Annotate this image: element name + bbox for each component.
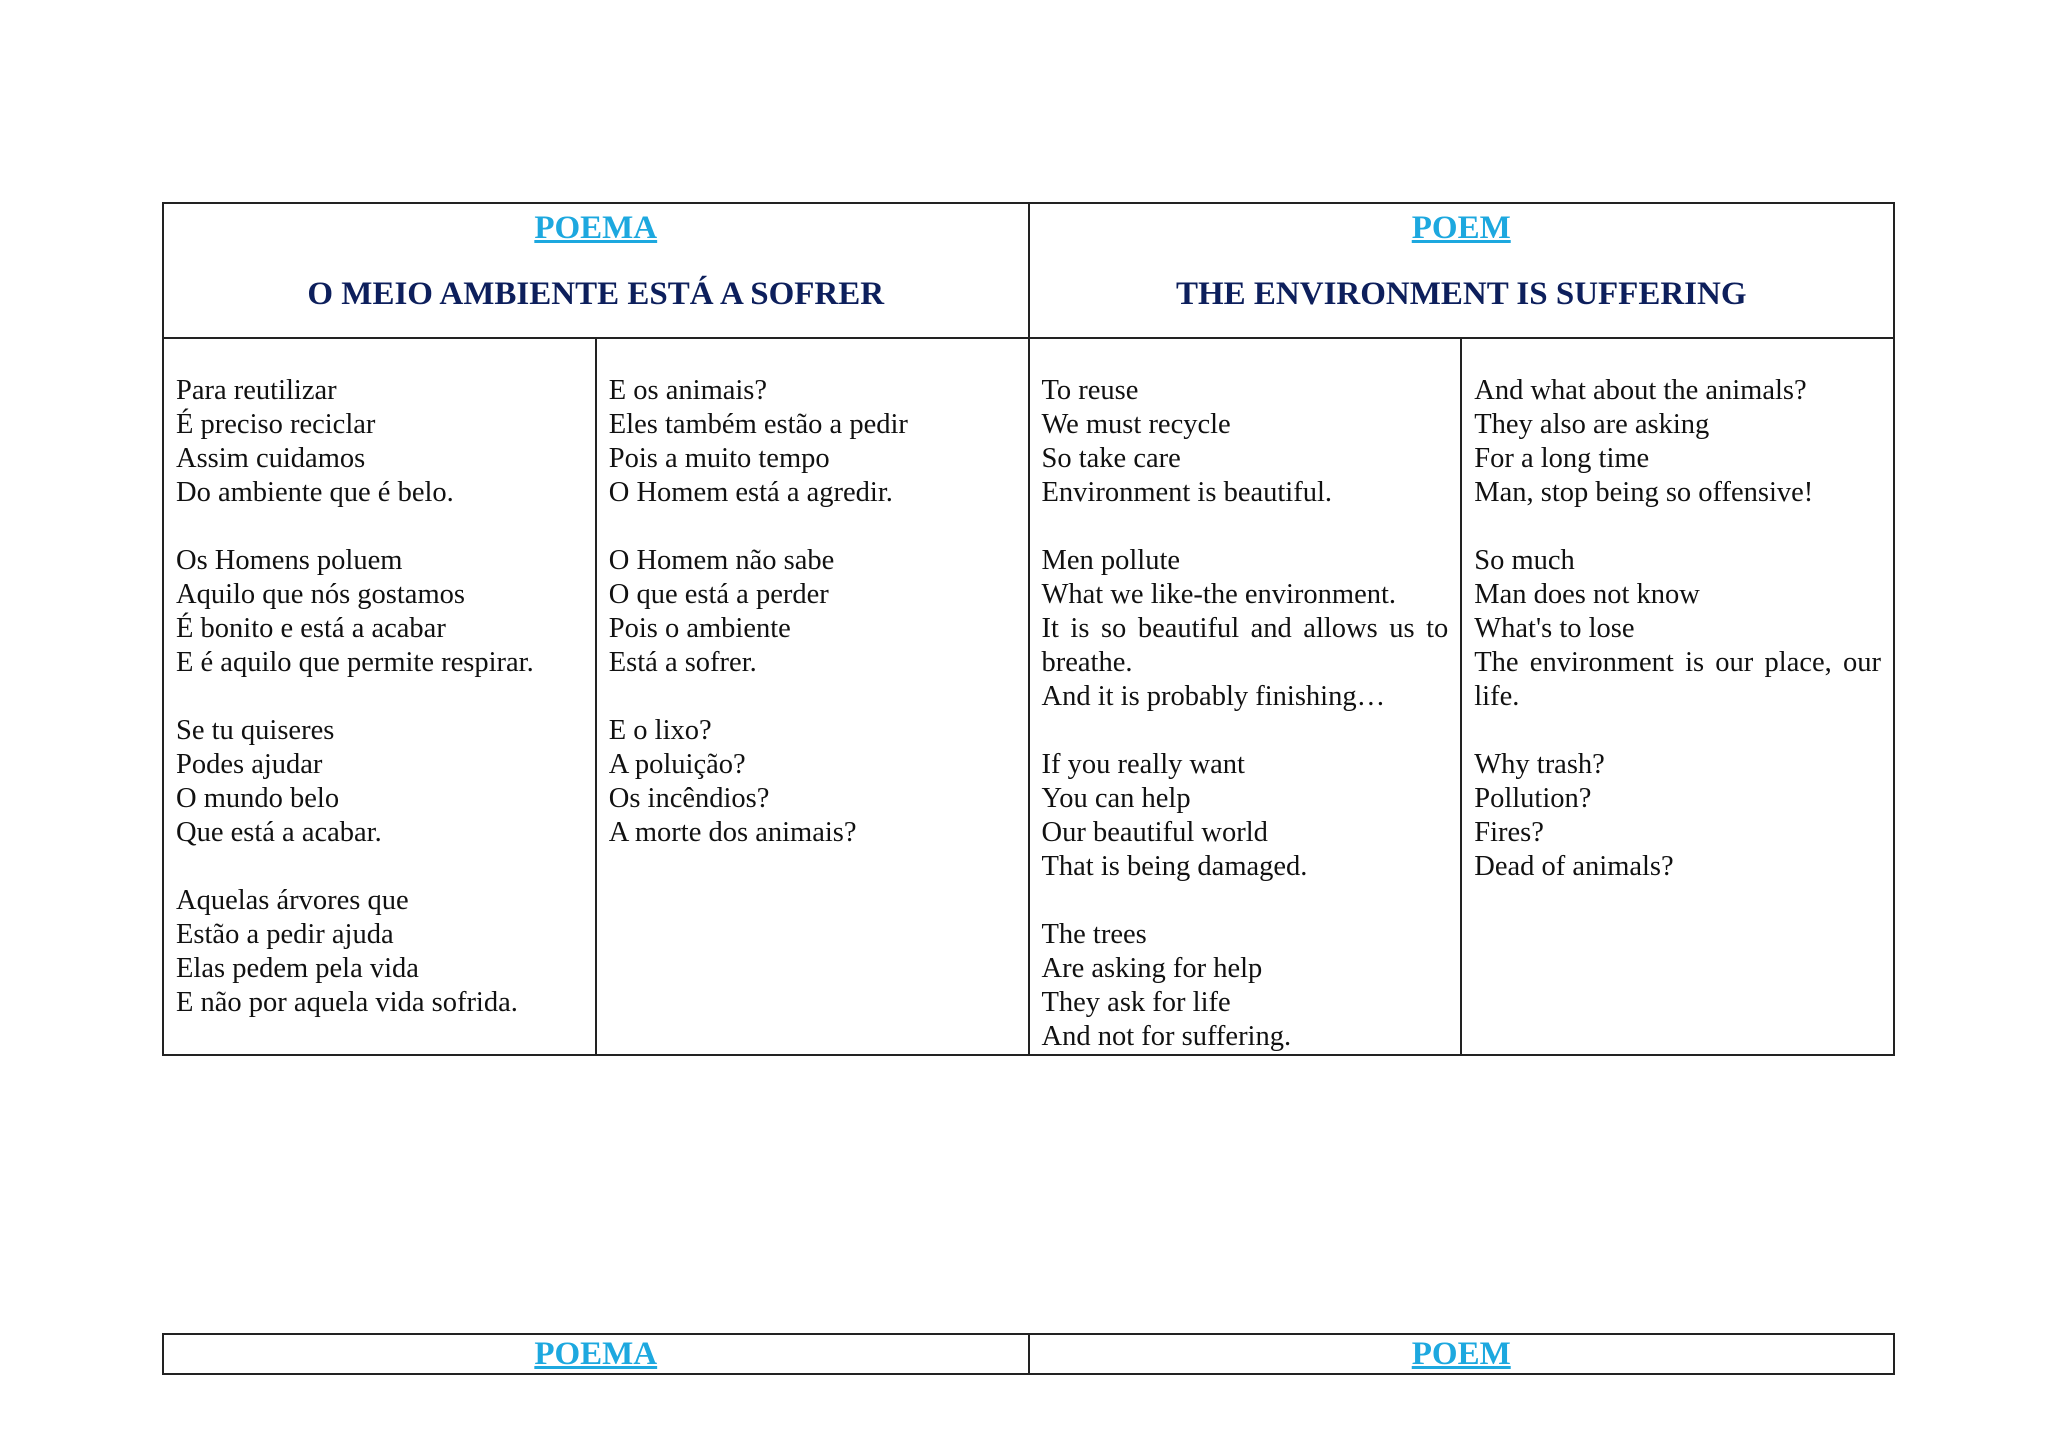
bottom-poem-link[interactable]: POEM xyxy=(1411,1336,1511,1372)
verse-line: Fires? xyxy=(1474,817,1544,848)
verse-line: They ask for life xyxy=(1041,987,1231,1018)
bottom-en-header-cell xyxy=(1029,1334,1895,1374)
verse-line: O que está a perder xyxy=(608,579,829,610)
verse-line: E é aquilo que permite respirar. xyxy=(176,647,534,678)
pt-poem-title: O MEIO AMBIENTE ESTÁ A SOFRER xyxy=(307,276,885,312)
verse-line: Our beautiful world xyxy=(1041,817,1268,848)
verse-line: Podes ajudar xyxy=(176,749,323,780)
verse-line: Está a sofrer. xyxy=(608,647,757,678)
verse-line: Pois a muito tempo xyxy=(608,443,830,474)
stanza xyxy=(1042,544,1449,714)
stanza xyxy=(176,884,583,1020)
stanza xyxy=(176,544,583,680)
stanza xyxy=(609,544,1016,680)
verse-line: And not for suffering. xyxy=(1041,1021,1292,1052)
verse-line: They also are asking xyxy=(1474,409,1710,440)
verse-line: É bonito e está a acabar xyxy=(176,613,446,644)
verse-line: Estão a pedir ajuda xyxy=(176,919,394,950)
en-column-2 xyxy=(1461,338,1894,1055)
pt-column-2 xyxy=(596,338,1029,1055)
verse-line: Are asking for help xyxy=(1041,953,1263,984)
poema-link[interactable]: POEMA xyxy=(534,210,658,246)
verse-line: Aquelas árvores que xyxy=(176,885,409,916)
stanza xyxy=(609,714,1016,850)
stanza xyxy=(1042,918,1449,1054)
verse-line: The environment is our place, our life. xyxy=(1474,647,1881,712)
verse-line: That is being damaged. xyxy=(1041,851,1308,882)
verse-line: If you really want xyxy=(1041,749,1245,780)
verse-line: Environment is beautiful. xyxy=(1041,477,1332,508)
bottom-poema-link[interactable]: POEMA xyxy=(534,1336,658,1372)
en-header-cell xyxy=(1029,203,1895,338)
verse-line: Eles também estão a pedir xyxy=(608,409,908,440)
verse-line: É preciso reciclar xyxy=(176,409,376,440)
verse-line: O Homem está a agredir. xyxy=(608,477,893,508)
pt-column-1 xyxy=(163,338,596,1055)
verse-line: Pollution? xyxy=(1474,783,1592,814)
verse-line: We must recycle xyxy=(1041,409,1231,440)
verse-line: What we like-the environment. xyxy=(1041,579,1397,610)
verse-line: And what about the animals? xyxy=(1474,375,1807,406)
verse-line: E os animais? xyxy=(608,375,768,406)
pt-verses-1 xyxy=(164,339,595,1020)
verse-line: Elas pedem pela vida xyxy=(176,953,419,984)
verse-line: And it is probably finishing… xyxy=(1041,681,1386,712)
pt-header-cell xyxy=(163,203,1029,338)
verse-line: A morte dos animais? xyxy=(608,817,857,848)
verse-line: Man does not know xyxy=(1474,579,1700,610)
poem-link[interactable]: POEM xyxy=(1411,210,1511,246)
stanza xyxy=(1042,748,1449,884)
verse-line: Aquilo que nós gostamos xyxy=(176,579,465,610)
stanza xyxy=(1474,544,1881,714)
stanza xyxy=(609,374,1016,510)
verse-line: For a long time xyxy=(1474,443,1650,474)
verse-line: Os Homens poluem xyxy=(176,545,403,576)
en-column-1 xyxy=(1029,338,1462,1055)
poem-table-top xyxy=(162,202,1895,1056)
verse-line: You can help xyxy=(1041,783,1191,814)
bottom-header-row xyxy=(163,1334,1894,1374)
verse-line: It is so beautiful and allows us to breathe. xyxy=(1041,613,1449,678)
verse-line: Dead of animals? xyxy=(1474,851,1674,882)
verse-line: So much xyxy=(1474,545,1575,576)
verse-line: The trees xyxy=(1041,919,1147,950)
verse-line: What's to lose xyxy=(1474,613,1635,644)
verse-line: Para reutilizar xyxy=(176,375,337,406)
verse-line: Man, stop being so offensive! xyxy=(1474,477,1814,508)
verse-line: So take care xyxy=(1041,443,1181,474)
verse-line: O mundo belo xyxy=(176,783,340,814)
body-row xyxy=(163,338,1894,1055)
verse-line: O Homem não sabe xyxy=(608,545,835,576)
verse-line: Se tu quiseres xyxy=(176,715,335,746)
verse-line: Que está a acabar. xyxy=(176,817,382,848)
en-verses-2 xyxy=(1462,339,1893,884)
verse-line: Pois o ambiente xyxy=(608,613,791,644)
en-verses-1 xyxy=(1030,339,1461,1054)
poem-table-bottom xyxy=(162,1333,1895,1375)
stanza xyxy=(176,714,583,850)
verse-line: Why trash? xyxy=(1474,749,1605,780)
stanza xyxy=(1042,374,1449,510)
verse-line: Do ambiente que é belo. xyxy=(176,477,454,508)
verse-line: E o lixo? xyxy=(608,715,712,746)
bottom-pt-header-cell xyxy=(163,1334,1029,1374)
stanza xyxy=(1474,748,1881,884)
stanza xyxy=(1474,374,1881,510)
verse-line: Men pollute xyxy=(1041,545,1181,576)
pt-verses-2 xyxy=(597,339,1028,850)
header-row xyxy=(163,203,1894,338)
verse-line: Os incêndios? xyxy=(608,783,770,814)
stanza xyxy=(176,374,583,510)
verse-line: A poluição? xyxy=(608,749,746,780)
en-poem-title: THE ENVIRONMENT IS SUFFERING xyxy=(1175,276,1747,312)
verse-line: E não por aquela vida sofrida. xyxy=(176,987,518,1018)
verse-line: Assim cuidamos xyxy=(176,443,366,474)
verse-line: To reuse xyxy=(1041,375,1139,406)
